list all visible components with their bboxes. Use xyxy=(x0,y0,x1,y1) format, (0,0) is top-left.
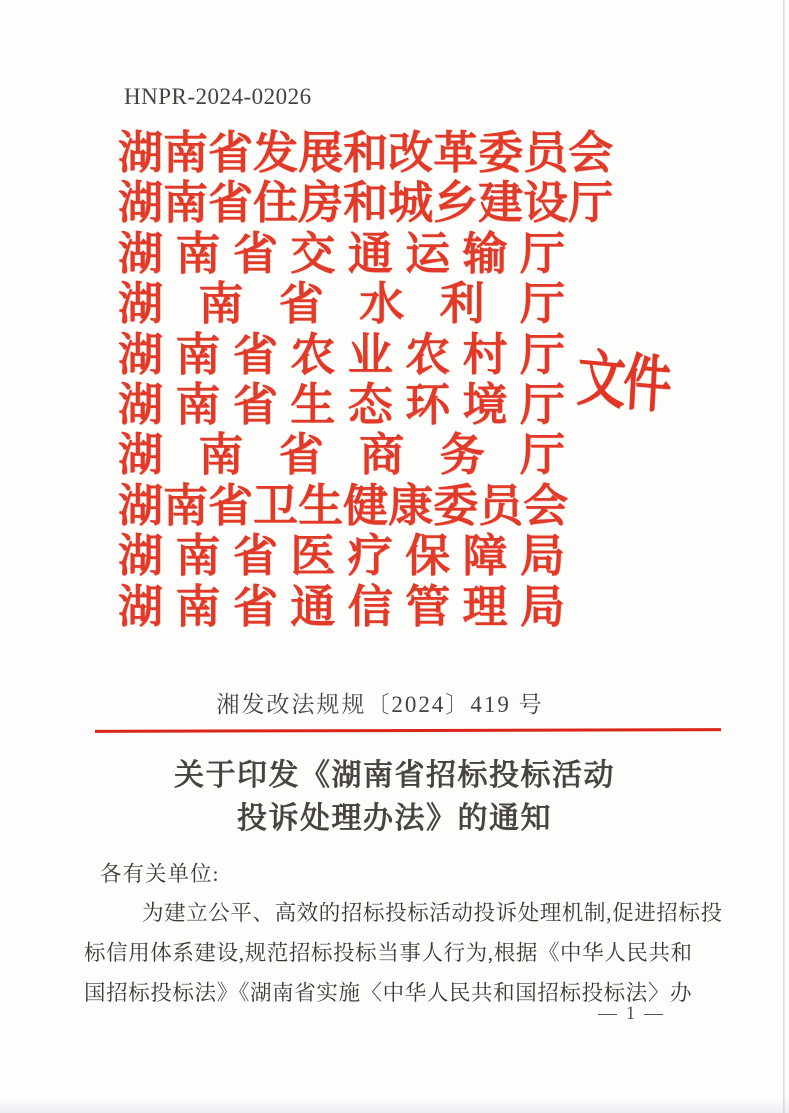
notice-title-line1: 关于印发《湖南省招标投标活动 xyxy=(174,759,615,792)
notice-title xyxy=(0,754,789,840)
body-line: 标信用体系建设,规范招标投标当事人行为,根据《中华人民共和 xyxy=(84,941,693,965)
agency-line: 湖 南 省 医 疗 保 障 局 xyxy=(118,531,565,582)
agency-line: 湖 南 省 水 利 厅 xyxy=(118,279,565,330)
notice-title-line2: 投诉处理办法》的通知 xyxy=(237,802,552,835)
agency-line: 湖 南 省 商 务 厅 xyxy=(118,430,565,481)
agency-line: 湖 南 省 农 业 农 村 厅 xyxy=(118,329,565,380)
agency-line: 湖 南 省 交 通 运 输 厅 xyxy=(118,228,565,279)
scan-edge-bottom xyxy=(0,1097,789,1113)
page-number: — 1 — xyxy=(598,1003,665,1024)
doc-ref-code: HNPR-2024-02026 xyxy=(124,84,312,109)
agency-line: 湖 南 省 通 信 管 理 局 xyxy=(118,581,565,632)
body-line: 为建立公平、高效的招标投标活动投诉处理机制,促进招标投 xyxy=(142,901,723,925)
salutation: 各有关单位: xyxy=(100,862,220,886)
body-paragraph xyxy=(84,893,723,1013)
agency-line: 湖 南 省 住 房 和 城 乡 建 设 厅 xyxy=(118,178,614,229)
document-word-stamp: 文件 xyxy=(575,344,671,422)
agency-line: 湖 南 省 生 态 环 境 厅 xyxy=(118,379,565,430)
agency-line: 湖 南 省 发 展 和 改 革 委 员 会 xyxy=(118,128,614,178)
document-number: 湘发改法规规〔2024〕419 号 xyxy=(216,692,544,717)
agency-line: 湖 南 省 卫 生 健 康 委 员 会 xyxy=(118,480,569,531)
issuing-agencies-block xyxy=(118,128,614,632)
body-line: 国招标投标法》《湖南省实施〈中华人民共和国招标投标法〉办 xyxy=(84,981,693,1005)
scan-edge-right xyxy=(783,0,785,1113)
red-divider-line xyxy=(95,728,721,733)
